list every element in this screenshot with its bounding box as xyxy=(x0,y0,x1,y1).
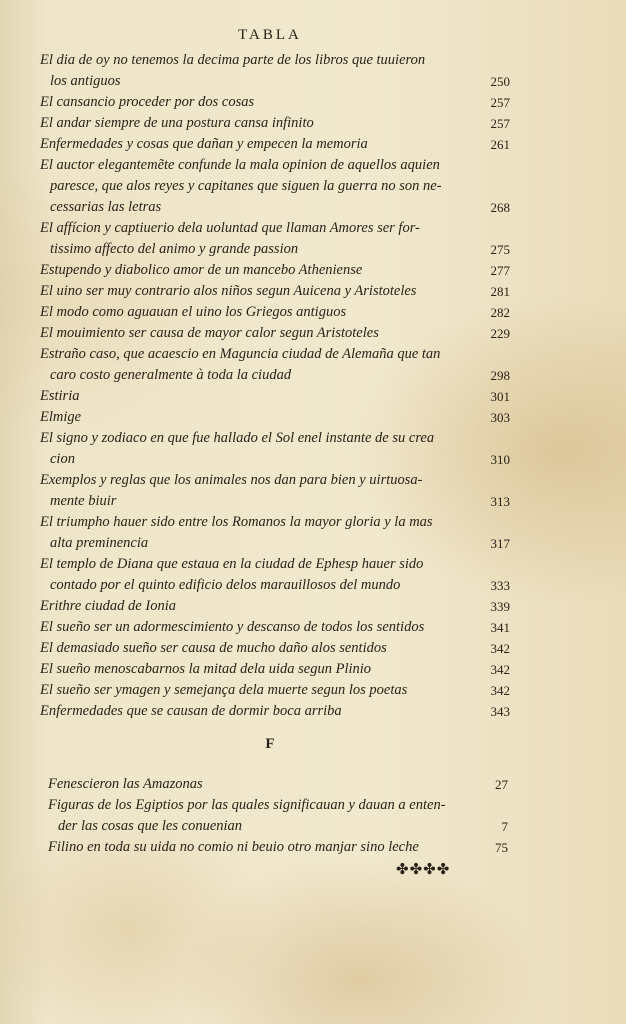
entry-page-number: 275 xyxy=(490,242,510,257)
index-entry xyxy=(40,281,510,302)
entry-page-number: 342 xyxy=(490,662,510,677)
entry-text: cion xyxy=(50,451,75,467)
entry-page-number: 317 xyxy=(490,536,510,551)
entry-page-number: 7 xyxy=(501,819,508,834)
entry-text: Exemplos y reglas que los animales nos dan para bien y uirtuosa- xyxy=(40,472,423,488)
entry-text: mente biuir xyxy=(50,493,117,509)
index-entry xyxy=(48,837,508,858)
index-entry xyxy=(40,344,510,365)
entry-text: El auctor elegantemẽte confunde la mala opinion de aquellos aquien xyxy=(40,157,440,173)
entry-text: El modo como aguauan el uino los Griegos antiguos xyxy=(40,304,347,320)
entry-text: El mouimiento ser causa de mayor calor segun Aristoteles xyxy=(40,325,379,341)
index-entry xyxy=(48,795,508,816)
entry-page-number: 298 xyxy=(490,368,510,383)
entry-page-number: 310 xyxy=(490,452,510,467)
entry-text: El uino ser muy contrario alos niños segun Auicena y Aristoteles xyxy=(40,283,417,299)
index-entry xyxy=(40,239,510,260)
entry-text: caro costo generalmente à toda la ciudad xyxy=(50,367,292,383)
entry-text: paresce, que alos reyes y capitanes que siguen la guerra no son ne- xyxy=(50,178,442,194)
entry-page-number: 27 xyxy=(495,777,508,792)
entry-page-number: 75 xyxy=(495,840,508,855)
index-entry xyxy=(40,50,510,71)
entry-text: der las cosas que les conuenian xyxy=(58,818,243,834)
entry-page-number: 257 xyxy=(490,95,510,110)
entry-text: El sueño ser ymagen y semejança dela muerte segun los poetas xyxy=(40,682,408,698)
index-entry xyxy=(40,680,510,701)
index-entry xyxy=(40,155,510,176)
entry-text: tissimo affecto del animo y grande passion xyxy=(50,241,299,257)
entry-page-number: 342 xyxy=(490,683,510,698)
index-entry xyxy=(40,491,510,512)
entry-text: Elmige xyxy=(40,409,82,425)
entry-text: El sueño menoscabarnos la mitad dela uida segun Plinio xyxy=(40,661,372,677)
entry-page-number: 301 xyxy=(490,389,510,404)
entry-text: Fenescieron las Amazonas xyxy=(48,776,203,792)
entry-page-number: 343 xyxy=(490,704,510,719)
entry-page-number: 341 xyxy=(490,620,510,635)
index-entry xyxy=(40,197,510,218)
index-entry xyxy=(40,575,510,596)
entry-page-number: 229 xyxy=(490,326,510,341)
index-entry xyxy=(48,774,508,795)
index-entry xyxy=(40,365,510,386)
index-entry xyxy=(40,470,510,491)
entry-text: los antiguos xyxy=(50,73,121,89)
entry-text: Figuras de los Egiptios por las quales significauan y dauan a enten- xyxy=(48,797,446,813)
index-entry xyxy=(40,701,510,722)
entry-text: Estupendo y diabolico amor de un mancebo Atheniense xyxy=(40,262,363,278)
index-entries-f xyxy=(48,774,508,858)
index-entry xyxy=(40,533,510,554)
index-entry xyxy=(40,218,510,239)
entry-text: contado por el quinto edificio delos marauillosos del mundo xyxy=(50,577,401,593)
entry-page-number: 333 xyxy=(490,578,510,593)
entry-text: Enfermedades que se causan de dormir boca arriba xyxy=(40,703,342,719)
entry-page-number: 277 xyxy=(490,263,510,278)
index-entry xyxy=(40,596,510,617)
entry-page-number: 268 xyxy=(490,200,510,215)
section-letter: F xyxy=(265,736,275,752)
entry-text: El cansancio proceder por dos cosas xyxy=(40,94,255,110)
index-entry xyxy=(40,554,510,575)
entry-page-number: 250 xyxy=(490,74,510,89)
index-entry xyxy=(40,71,510,92)
index-entry xyxy=(40,617,510,638)
entry-text: El triumpho hauer sido entre los Romanos la mayor gloria y la mas xyxy=(40,514,433,530)
index-entry xyxy=(40,113,510,134)
entry-text: El sueño ser un adormescimiento y descanso de todos los sentidos xyxy=(40,619,425,635)
entry-text: Enfermedades y cosas que dañan y empecen la memoria xyxy=(40,136,368,152)
entry-text: El andar siempre de una postura cansa infinito xyxy=(40,115,314,131)
index-entry xyxy=(40,386,510,407)
index-entry xyxy=(40,260,510,281)
index-entry xyxy=(40,449,510,470)
entry-text: Estraño caso, que acaescio en Maguncia ciudad de Alemaña que tan xyxy=(40,346,441,362)
entry-page-number: 261 xyxy=(490,137,510,152)
index-entries-e xyxy=(40,50,510,722)
index-entry xyxy=(40,428,510,449)
entry-text: El demasiado sueño ser causa de mucho daño alos sentidos xyxy=(40,640,387,656)
entry-page-number: 342 xyxy=(490,641,510,656)
entry-text: El signo y zodiaco en que fue hallado el Sol enel instante de su crea xyxy=(40,430,435,446)
index-entry xyxy=(40,638,510,659)
entry-page-number: 282 xyxy=(490,305,510,320)
entry-page-number: 281 xyxy=(490,284,510,299)
index-entry xyxy=(40,407,510,428)
index-entry xyxy=(40,323,510,344)
ornament: ✤✤✤✤ xyxy=(396,860,451,878)
entry-text: Estiria xyxy=(40,388,80,404)
index-entry xyxy=(48,816,508,837)
entry-page-number: 303 xyxy=(490,410,510,425)
entry-text: El dia de oy no tenemos la decima parte de los libros que tuuieron xyxy=(40,52,426,68)
entry-page-number: 257 xyxy=(490,116,510,131)
entry-text: Filino en toda su uida no comio ni beuio otro manjar sino leche xyxy=(48,839,419,855)
index-entry xyxy=(40,176,510,197)
entry-text: alta preminencia xyxy=(50,535,149,551)
index-entry xyxy=(40,134,510,155)
index-entry xyxy=(40,659,510,680)
entry-text: El affícion y captiuerio dela uoluntad que llaman Amores ser for- xyxy=(40,220,420,236)
entry-text: El templo de Diana que estaua en la ciudad de Ephesp hauer sido xyxy=(40,556,424,572)
entry-page-number: 339 xyxy=(490,599,510,614)
entry-text: cessarias las letras xyxy=(50,199,162,215)
index-entry xyxy=(40,302,510,323)
index-entry xyxy=(40,512,510,533)
page-title: TABLA xyxy=(238,27,302,43)
entry-page-number: 313 xyxy=(490,494,510,509)
entry-text: Erithre ciudad de Ionia xyxy=(40,598,176,614)
index-entry xyxy=(40,92,510,113)
